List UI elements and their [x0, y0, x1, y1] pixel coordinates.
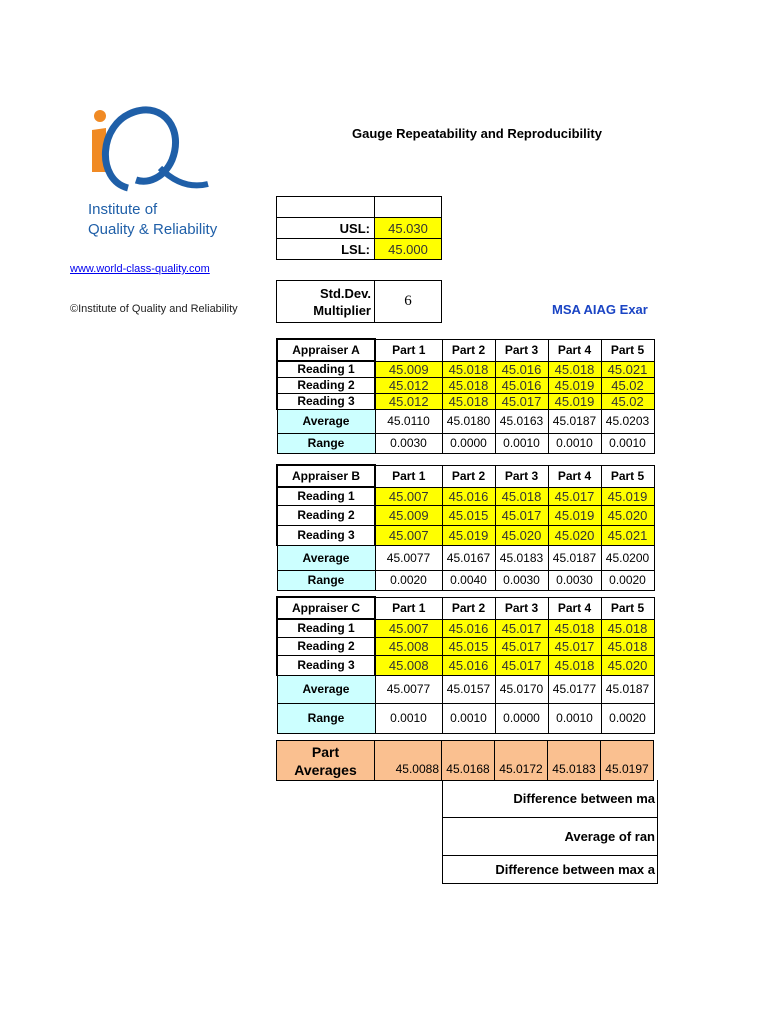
part-header: Part 3 [495, 465, 548, 487]
summary-table [442, 780, 658, 884]
reading-value[interactable]: 45.018 [548, 655, 601, 675]
spec-header-cell [375, 197, 442, 218]
range-value: 0.0010 [375, 703, 442, 733]
range-value: 0.0040 [442, 570, 495, 590]
example-label: MSA AIAG Exar [552, 302, 648, 317]
range-value: 0.0010 [548, 433, 601, 453]
reading-value[interactable]: 45.012 [375, 393, 442, 409]
average-value: 45.0187 [548, 545, 601, 570]
part-header: Part 3 [495, 597, 548, 619]
average-value: 45.0183 [495, 545, 548, 570]
part-header: Part 3 [495, 339, 548, 361]
reading-value[interactable]: 45.017 [495, 393, 548, 409]
reading-value[interactable]: 45.017 [495, 637, 548, 655]
reading-value[interactable]: 45.020 [601, 655, 654, 675]
appraiser-name: Appraiser C [277, 597, 375, 619]
range-value: 0.0010 [442, 703, 495, 733]
reading-label: Reading 2 [277, 377, 375, 393]
usl-value[interactable]: 45.030 [375, 218, 442, 239]
reading-value[interactable]: 45.017 [495, 505, 548, 525]
reading-value[interactable]: 45.017 [548, 487, 601, 505]
reading-value[interactable]: 45.018 [442, 361, 495, 377]
range-value: 0.0000 [495, 703, 548, 733]
part-averages-label-line-1: Part [311, 743, 340, 760]
average-value: 45.0203 [601, 409, 654, 433]
reading-label: Reading 2 [277, 637, 375, 655]
range-value: 0.0010 [495, 433, 548, 453]
reading-value[interactable]: 45.016 [442, 487, 495, 505]
part-header: Part 4 [548, 465, 601, 487]
range-value: 0.0030 [548, 570, 601, 590]
average-value: 45.0163 [495, 409, 548, 433]
range-value: 0.0020 [375, 570, 442, 590]
average-value: 45.0077 [375, 545, 442, 570]
reading-value[interactable]: 45.021 [601, 525, 654, 545]
reading-value[interactable]: 45.017 [548, 637, 601, 655]
range-value: 0.0010 [548, 703, 601, 733]
range-value: 0.0010 [601, 433, 654, 453]
summary-avg-range-label: Average of ran [443, 817, 658, 855]
stddev-table [276, 280, 442, 323]
part-header: Part 2 [442, 339, 495, 361]
reading-value[interactable]: 45.007 [375, 487, 442, 505]
reading-value[interactable]: 45.020 [548, 525, 601, 545]
stddev-label [277, 281, 375, 323]
part-header: Part 1 [375, 339, 442, 361]
part-header: Part 2 [442, 465, 495, 487]
reading-value[interactable]: 45.009 [375, 361, 442, 377]
stddev-label-line-2: Multiplier [313, 302, 371, 318]
website-link[interactable]: www.world-class-quality.com [70, 263, 210, 275]
range-value: 0.0000 [442, 433, 495, 453]
appraiser-table [276, 464, 655, 591]
part-average-value: 45.0088 [375, 741, 442, 781]
part-header: Part 1 [375, 597, 442, 619]
range-label: Range [277, 570, 375, 590]
part-averages-label [277, 741, 375, 781]
range-label: Range [277, 703, 375, 733]
reading-value[interactable]: 45.018 [548, 619, 601, 637]
range-label: Range [277, 433, 375, 453]
reading-value[interactable]: 45.019 [548, 505, 601, 525]
reading-value[interactable]: 45.018 [495, 487, 548, 505]
reading-label: Reading 1 [277, 619, 375, 637]
part-average-value: 45.0183 [548, 741, 601, 781]
copyright-text: ©Institute of Quality and Reliability [70, 303, 238, 315]
reading-value[interactable]: 45.02 [601, 377, 654, 393]
appraiser-table [276, 596, 655, 734]
reading-label: Reading 3 [277, 525, 375, 545]
reading-value[interactable]: 45.019 [601, 487, 654, 505]
reading-value[interactable]: 45.016 [495, 361, 548, 377]
reading-value[interactable]: 45.017 [495, 655, 548, 675]
reading-label: Reading 3 [277, 393, 375, 409]
spec-header-cell [277, 197, 375, 218]
page-title: Gauge Repeatability and Reproducibility [352, 126, 602, 141]
reading-value[interactable]: 45.018 [548, 361, 601, 377]
reading-value[interactable]: 45.015 [442, 505, 495, 525]
range-value: 0.0020 [601, 703, 654, 733]
summary-max-avg-diff-label: Difference between max a [443, 855, 658, 883]
part-header: Part 1 [375, 465, 442, 487]
part-header: Part 2 [442, 597, 495, 619]
average-label: Average [277, 545, 375, 570]
part-header: Part 4 [548, 597, 601, 619]
reading-value[interactable]: 45.017 [495, 619, 548, 637]
reading-value[interactable]: 45.018 [442, 377, 495, 393]
part-average-value: 45.0168 [442, 741, 495, 781]
part-averages-table [276, 740, 654, 781]
appraiser-name: Appraiser A [277, 339, 375, 361]
spec-limits-table [276, 196, 442, 260]
average-value: 45.0167 [442, 545, 495, 570]
reading-value[interactable]: 45.021 [601, 361, 654, 377]
reading-label: Reading 2 [277, 505, 375, 525]
lsl-label: LSL: [277, 239, 375, 260]
reading-value[interactable]: 45.018 [601, 619, 654, 637]
part-average-value: 45.0197 [601, 741, 654, 781]
reading-value[interactable]: 45.020 [495, 525, 548, 545]
logo-line-1: Institute of [88, 201, 158, 218]
reading-value[interactable]: 45.012 [375, 377, 442, 393]
average-value: 45.0077 [375, 675, 442, 703]
reading-label: Reading 1 [277, 487, 375, 505]
reading-value[interactable]: 45.007 [375, 619, 442, 637]
reading-value[interactable]: 45.018 [601, 637, 654, 655]
average-value: 45.0110 [375, 409, 442, 433]
average-value: 45.0200 [601, 545, 654, 570]
reading-value[interactable]: 45.02 [601, 393, 654, 409]
reading-value[interactable]: 45.016 [442, 655, 495, 675]
part-header: Part 4 [548, 339, 601, 361]
reading-value[interactable]: 45.009 [375, 505, 442, 525]
part-header: Part 5 [601, 465, 654, 487]
logo-text [88, 200, 217, 240]
stddev-value[interactable]: 6 [375, 281, 442, 323]
reading-value[interactable]: 45.008 [375, 655, 442, 675]
usl-label: USL: [277, 218, 375, 239]
average-value: 45.0187 [601, 675, 654, 703]
reading-label: Reading 3 [277, 655, 375, 675]
reading-value[interactable]: 45.015 [442, 637, 495, 655]
part-averages-label-line-2: Averages [294, 761, 357, 778]
average-value: 45.0157 [442, 675, 495, 703]
reading-value[interactable]: 45.016 [495, 377, 548, 393]
part-header: Part 5 [601, 597, 654, 619]
average-label: Average [277, 675, 375, 703]
appraiser-table [276, 338, 655, 454]
reading-value[interactable]: 45.019 [548, 377, 601, 393]
reading-value[interactable]: 45.019 [442, 525, 495, 545]
reading-value[interactable]: 45.016 [442, 619, 495, 637]
reading-value[interactable]: 45.020 [601, 505, 654, 525]
summary-max-diff-label: Difference between ma [443, 780, 658, 817]
average-value: 45.0177 [548, 675, 601, 703]
reading-value[interactable]: 45.019 [548, 393, 601, 409]
stddev-label-line-1: Std.Dev. [319, 285, 371, 301]
range-value: 0.0030 [375, 433, 442, 453]
average-value: 45.0180 [442, 409, 495, 433]
reading-value[interactable]: 45.007 [375, 525, 442, 545]
reading-value[interactable]: 45.008 [375, 637, 442, 655]
logo-line-2: Quality & Reliability [88, 221, 218, 238]
iqr-logo-icon [84, 100, 214, 192]
lsl-value[interactable]: 45.000 [375, 239, 442, 260]
average-value: 45.0187 [548, 409, 601, 433]
range-value: 0.0030 [495, 570, 548, 590]
reading-label: Reading 1 [277, 361, 375, 377]
part-average-value: 45.0172 [495, 741, 548, 781]
appraiser-name: Appraiser B [277, 465, 375, 487]
reading-value[interactable]: 45.018 [442, 393, 495, 409]
part-header: Part 5 [601, 339, 654, 361]
average-label: Average [277, 409, 375, 433]
range-value: 0.0020 [601, 570, 654, 590]
average-value: 45.0170 [495, 675, 548, 703]
